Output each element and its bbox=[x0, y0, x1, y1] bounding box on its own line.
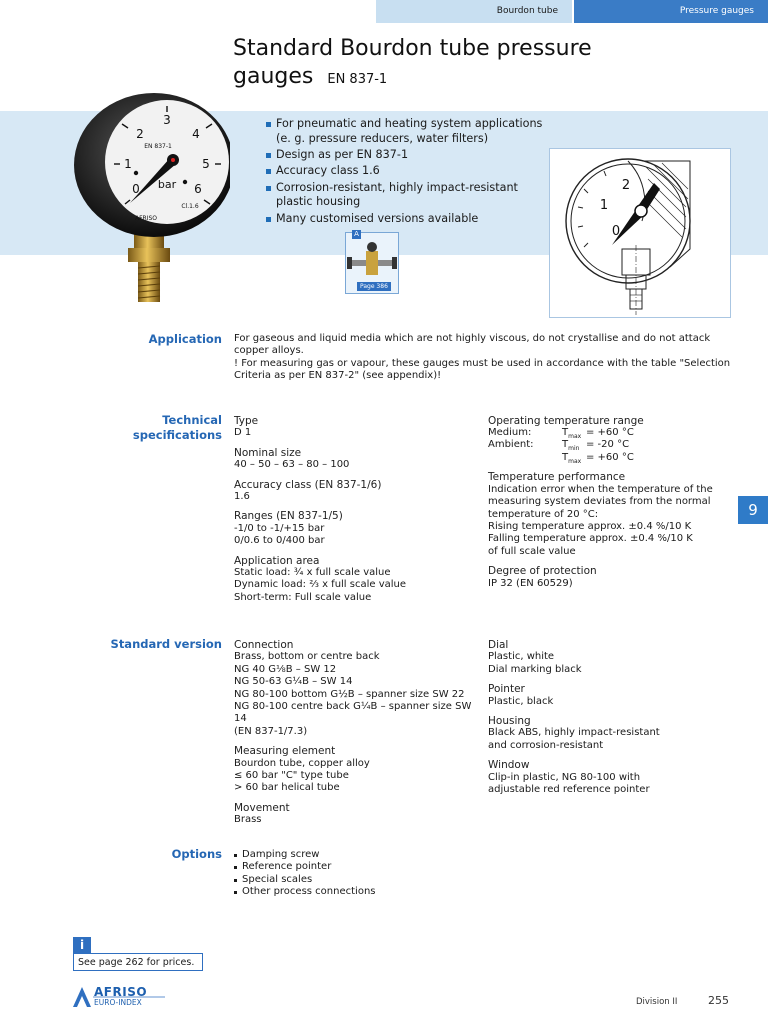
spec-head: Pointer bbox=[488, 683, 525, 696]
t-letter: T bbox=[562, 427, 569, 439]
price-info-note[interactable]: See page 262 for prices. bbox=[73, 953, 203, 971]
t-letter: T bbox=[562, 439, 569, 451]
page-number: 255 bbox=[708, 994, 729, 1007]
spec-value: Plastic, white bbox=[488, 651, 555, 663]
spec-value: -1/0 to -1/+15 bar bbox=[234, 522, 325, 534]
spec-value: Dynamic load: ⅔ x full scale value bbox=[234, 579, 407, 591]
title-standard: EN 837-1 bbox=[327, 72, 388, 87]
t-sub: max bbox=[568, 433, 582, 441]
spec-head: Movement bbox=[234, 801, 290, 814]
temp-value: = -20 °C bbox=[586, 439, 630, 451]
temp-ambient-label: Ambient: bbox=[488, 439, 534, 451]
spec-value: Brass bbox=[234, 814, 262, 826]
options-list bbox=[234, 849, 534, 899]
spec-value: ≤ 60 bar "C" type tube bbox=[234, 770, 349, 782]
feature-item: For pneumatic and heating system applications (e. g. pressure reducers, water filters) bbox=[266, 117, 556, 147]
spec-value: Bourdon tube, copper alloy bbox=[234, 757, 370, 769]
section-label-options: Options bbox=[171, 847, 222, 861]
spec-value: temperature of 20 °C: bbox=[488, 508, 599, 520]
technical-drawing bbox=[549, 148, 731, 318]
spec-value: measuring system deviates from the normal bbox=[488, 496, 711, 508]
dial-number: 0 bbox=[132, 182, 140, 196]
title-main: Standard Bourdon tube pressure gauges bbox=[233, 36, 592, 89]
application-text-1: For gaseous and liquid media which are not highly viscous, do not crystallise and do not attack copper alloys. bbox=[234, 333, 711, 357]
dial-number: 3 bbox=[163, 113, 171, 127]
spec-value: 0/0.6 to 0/400 bar bbox=[234, 535, 325, 547]
option-item: Reference pointer bbox=[234, 861, 534, 873]
spec-value: 1.6 bbox=[234, 491, 250, 503]
section-label-technical bbox=[0, 413, 222, 443]
spec-value: Rising temperature approx. ±0.4 %/10 K bbox=[488, 521, 692, 533]
spec-head: Ranges (EN 837-1/5) bbox=[234, 510, 343, 523]
footer-division: Division II bbox=[636, 997, 678, 1007]
dial-standard-mark: EN 837-1 bbox=[144, 143, 172, 150]
info-icon: i bbox=[73, 937, 91, 954]
tab-bourdon-tube[interactable]: Bourdon tube bbox=[376, 0, 572, 23]
spec-head: Type bbox=[234, 415, 259, 427]
spec-value: NG 40 G⅛B – SW 12 bbox=[234, 663, 337, 675]
spec-head: Housing bbox=[488, 715, 531, 728]
spec-value: Static load: ¾ x full scale value bbox=[234, 567, 391, 579]
spec-value: Brass, bottom or centre back bbox=[234, 651, 380, 663]
spec-head: Application area bbox=[234, 554, 320, 567]
t-letter: T bbox=[562, 452, 569, 464]
spec-value: > 60 bar helical tube bbox=[234, 782, 340, 794]
spec-value: of full scale value bbox=[488, 545, 576, 557]
spec-head: Accuracy class (EN 837-1/6) bbox=[234, 478, 382, 491]
label-line: Technical bbox=[162, 413, 222, 427]
dial-class-mark: Cl.1.6 bbox=[181, 203, 199, 210]
spec-value: Short-term: Full scale value bbox=[234, 591, 372, 603]
thumbnail-page-link[interactable]: Page 386 bbox=[357, 282, 391, 291]
temp-value: = +60 °C bbox=[586, 427, 634, 439]
dial-number: 5 bbox=[202, 157, 210, 171]
application-text-2: ! For measuring gas or vapour, these gauges must be used in accordance with the table "Selection Criteria as per EN 837-2" (see appendix)! bbox=[234, 357, 731, 382]
tab-pressure-gauges[interactable]: Pressure gauges bbox=[574, 0, 768, 23]
feature-list bbox=[266, 117, 556, 228]
temp-value: = +60 °C bbox=[586, 452, 634, 464]
spec-value: (EN 837-1/7.3) bbox=[234, 725, 308, 737]
spec-head: Temperature performance bbox=[488, 471, 626, 484]
label-line: specifications bbox=[132, 428, 222, 442]
afriso-logo bbox=[73, 985, 173, 1015]
gauge-photo bbox=[70, 80, 230, 310]
section-label-standard-version: Standard version bbox=[110, 637, 222, 651]
spec-head: Window bbox=[488, 759, 530, 772]
spec-value: NG 80-100 centre back G¼B – spanner size SW 14 bbox=[234, 701, 472, 725]
spec-value: adjustable red reference pointer bbox=[488, 784, 650, 796]
section-number-tab[interactable]: 9 bbox=[738, 496, 768, 524]
spec-head: Operating temperature range bbox=[488, 415, 644, 427]
logo-main-text: AFRISO bbox=[94, 985, 148, 999]
drawing-number: 2 bbox=[621, 178, 631, 193]
drawing-number: 1 bbox=[599, 198, 609, 213]
technical-col1 bbox=[234, 415, 484, 611]
option-item: Damping screw bbox=[234, 849, 534, 861]
option-item: Other process connections bbox=[234, 886, 534, 898]
spec-value: Dial marking black bbox=[488, 663, 582, 675]
drawing-number: 0 bbox=[611, 224, 621, 239]
page-title bbox=[233, 35, 693, 94]
spec-value: Plastic, black bbox=[488, 695, 554, 707]
dial-brand: AFRISO bbox=[134, 215, 158, 222]
logo-sub-text: EURO-INDEX bbox=[94, 998, 142, 1007]
feature-item: Design as per EN 837-1 bbox=[266, 148, 556, 163]
spec-head: Connection bbox=[234, 639, 294, 651]
spec-value: Indication error when the temperature of the bbox=[488, 483, 713, 495]
spec-value: D 1 bbox=[234, 427, 252, 439]
section-label-application: Application bbox=[148, 332, 222, 346]
spec-head: Dial bbox=[488, 639, 509, 651]
feature-item: Corrosion-resistant, highly impact-resistant plastic housing bbox=[266, 181, 556, 211]
standard-col2 bbox=[488, 639, 728, 803]
spec-value: IP 32 (EN 60529) bbox=[488, 577, 573, 589]
t-sub: min bbox=[568, 445, 580, 453]
t-sub: max bbox=[568, 458, 582, 466]
temp-medium-label: Medium: bbox=[488, 427, 532, 439]
spec-head: Degree of protection bbox=[488, 565, 597, 578]
spec-value: 40 – 50 – 63 – 80 – 100 bbox=[234, 459, 350, 471]
spec-value: and corrosion-resistant bbox=[488, 739, 604, 751]
feature-item: Many customised versions available bbox=[266, 212, 556, 227]
application-text bbox=[234, 333, 734, 383]
dial-unit: bar bbox=[157, 178, 177, 191]
dial-number: 6 bbox=[194, 182, 202, 196]
spec-value: Black ABS, highly impact-resistant bbox=[488, 727, 660, 739]
spec-value: Clip-in plastic, NG 80-100 with bbox=[488, 771, 641, 783]
dial-number: 2 bbox=[136, 127, 144, 141]
spec-value: NG 50-63 G¼B – SW 14 bbox=[234, 676, 353, 688]
spec-head: Measuring element bbox=[234, 745, 336, 758]
thumbnail-tag: A bbox=[352, 230, 361, 239]
spec-head: Nominal size bbox=[234, 446, 302, 459]
dial-number: 4 bbox=[192, 127, 200, 141]
spec-value: NG 80-100 bottom G½B – spanner size SW 22 bbox=[234, 688, 465, 700]
spec-value: Falling temperature approx. ±0.4 %/10 K bbox=[488, 533, 693, 545]
option-item: Special scales bbox=[234, 874, 534, 886]
feature-item: Accuracy class 1.6 bbox=[266, 164, 556, 179]
temp-symbol bbox=[562, 452, 581, 468]
standard-col1 bbox=[234, 639, 484, 834]
technical-col2 bbox=[488, 415, 728, 597]
dial-number: 1 bbox=[124, 157, 132, 171]
